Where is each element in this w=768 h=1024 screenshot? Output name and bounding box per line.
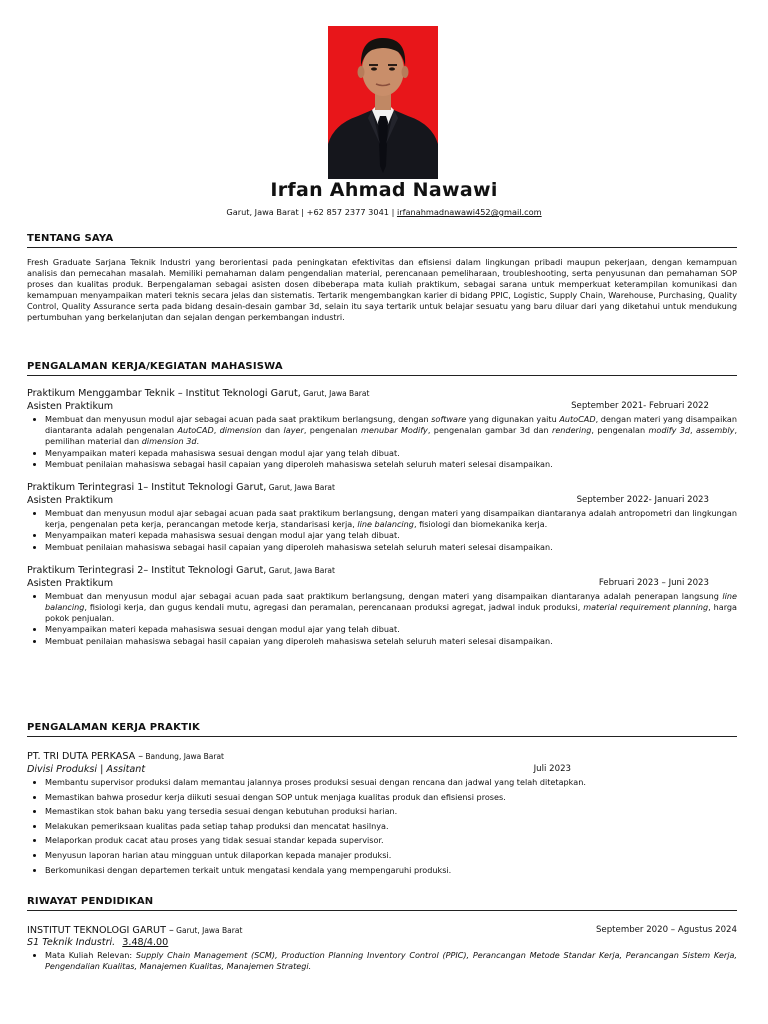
job-organization: Praktikum Terintegrasi 1– Institut Teknologi Garut, <box>27 482 267 494</box>
experience-entry <box>27 388 737 470</box>
bullet-list <box>27 508 737 553</box>
role-row <box>27 495 737 506</box>
education-date: September 2020 – Agustus 2024 <box>595 925 737 935</box>
company-title <box>27 751 737 762</box>
company-location: Bandung, Jawa Barat <box>143 752 224 761</box>
list-item: • Menyampaikan materi kepada mahasiswa sesuai dengan modul ajar yang telah dibuat. <box>45 448 737 459</box>
bullet-list <box>27 591 737 647</box>
degree-row <box>27 937 737 948</box>
bullet-list <box>27 414 737 470</box>
list-item: • Melakukan pemeriksaan kualitas pada setiap tahap produksi dan mencatat hasilnya. <box>45 821 737 832</box>
institution-name: INSTITUT TEKNOLOGI GARUT – <box>27 925 174 936</box>
role-row <box>27 401 737 412</box>
job-role: Asisten Praktikum <box>27 495 114 507</box>
job-date: September 2021- Februari 2022 <box>571 401 709 411</box>
role-row <box>27 764 737 775</box>
experience-entry <box>27 565 737 647</box>
list-item <box>45 950 737 972</box>
institution-row <box>27 925 737 936</box>
practical-section <box>27 722 737 879</box>
list-item: • Menyampaikan materi kepada mahasiswa sesuai dengan modul ajar yang telah dibuat. <box>45 530 737 541</box>
job-location: Garut, Jawa Barat <box>266 565 335 575</box>
list-item: • Membuat penilaian mahasiswa sebagai hasil capaian yang diperoleh mahasiswa setelah seluruh materi selesai disampaikan. <box>45 459 737 470</box>
about-text: Fresh Graduate Sarjana Teknik Industri yang berorientasi pada peningkatan efektivitas dan efisiensi dalam lingkungan pribadi maupun pekerjaan, dengan kemampuan analisis dan pemecahan masalah. Memiliki pemahaman dalam pengendalian material, perencanaan pemeliharaan, troubleshooting, serta penyusunan dan pemahaman SOP proses dan kualitas produk. Berpengalaman sebagai asisten dosen dibeberapa mata kuliah praktikum, sebagai sarana untuk memperkuat keterampilan komunikasi dan kemampuan menyampaikan materi teknis secara jelas dan sistematis. Tertarik mengembangkan karier di bidang PPIC, Logistic, Supply Chain, Warehouse, Purchasing, Quality Control, Quality Assurance serta pada bidang desain-desain gambar 3d, selain itu saya tertarik untuk belajar sesuatu yang baru diluar dari yang diketahui untuk mendukung pertumbuhan yang berkelanjutan dan sejalan dengan perkembangan industri. <box>27 257 737 322</box>
list-item: • Membuat dan menyusun modul ajar sebagai acuan pada saat praktikum berlangsung, dengan materi yang disampaikan diantaranya adalah antropometri dan lingkungan kerja, pengenalan peta kerja, perancangan metode kerja, standarisasi kerja, line balancing, fisiologi dan biomekanika kerja. <box>45 508 737 530</box>
list-item: • Membuat penilaian mahasiswa sebagai hasil capaian yang diperoleh mahasiswa setelah seluruh materi selesai disampaikan. <box>45 636 737 647</box>
list-item: • Melaporkan produk cacat atau proses yang tidak sesuai standar kepada supervisor. <box>45 835 737 846</box>
degree: S1 Teknik Industri. <box>27 937 116 948</box>
job-role: Asisten Praktikum <box>27 401 114 412</box>
role-row <box>27 578 737 589</box>
institution-location: Garut, Jawa Barat <box>173 926 243 935</box>
experience-entry <box>27 482 737 553</box>
email-link[interactable]: irfanahmadnawawi452@gmail.com <box>396 207 542 217</box>
practical-date: Juli 2023 <box>533 764 571 774</box>
institution-title <box>27 925 242 936</box>
job-title <box>27 482 737 493</box>
job-date: September 2022- Januari 2023 <box>576 495 709 506</box>
bullet-list <box>27 950 737 972</box>
profile-photo <box>328 26 438 179</box>
section-heading: PENGALAMAN KERJA/KEGIATAN MAHASISWA <box>27 361 737 376</box>
list-item: • Menyampaikan materi kepada mahasiswa sesuai dengan modul ajar yang telah dibuat. <box>45 624 737 635</box>
list-item: • Memastikan bahwa prosedur kerja diikuti sesuai dengan SOP untuk menjaga kualitas produk dan efisiensi proses. <box>45 792 737 803</box>
company-name: PT. TRI DUTA PERKASA – <box>27 751 144 762</box>
experience-section <box>27 361 737 647</box>
list-item: • Membuat penilaian mahasiswa sebagai hasil capaian yang diperoleh mahasiswa setelah seluruh materi selesai disampaikan. <box>45 542 737 553</box>
job-organization: Praktikum Terintegrasi 2– Institut Teknologi Garut, <box>27 564 267 576</box>
contact-details: Garut, Jawa Barat | +62 857 2377 3041 | <box>226 207 397 217</box>
job-title <box>27 388 737 399</box>
job-title <box>27 565 737 576</box>
list-item: • Membuat dan menyusun modul ajar sebagai acuan pada saat praktikum berlangsung, dengan materi yang disampaikan diantaranya adalah penerapan langsung line balancing, fisiologi kerja, dan gugus kendali mutu, agregasi dan peramalan, perencanaan produksi agregat, jadwal induk produksi, material requirement planning, harga pokok penjualan. <box>45 591 737 625</box>
list-item: • Membantu supervisor produksi dalam memantau jalannya proses produksi sesuai dengan rencana dan jadwal yang telah ditetapkan. <box>45 777 737 788</box>
candidate-name: Irfan Ahmad Nawawi <box>270 179 498 201</box>
job-date: Februari 2023 – Juni 2023 <box>598 577 709 588</box>
practical-role: Divisi Produksi | Assitant <box>27 764 146 775</box>
list-item: • Menyusun laporan harian atau mingguan untuk dilaporkan kepada manajer produksi. <box>45 850 737 861</box>
bullet-list <box>27 777 737 876</box>
list-item: • Memastikan stok bahan baku yang tersedia sesuai dengan kebutuhan produksi harian. <box>45 806 737 817</box>
person-portrait <box>328 26 438 179</box>
courses-label: Mata Kuliah Relevan: <box>45 950 136 960</box>
about-section <box>27 233 737 323</box>
section-heading: TENTANG SAYA <box>27 233 737 248</box>
gpa: 3.48/4.00 <box>122 937 169 948</box>
section-heading: PENGALAMAN KERJA PRAKTIK <box>27 722 737 737</box>
contact-line <box>0 207 768 217</box>
job-role: Asisten Praktikum <box>27 577 114 589</box>
job-location: Garut, Jawa Barat <box>300 389 370 398</box>
education-section <box>27 896 737 972</box>
courses-list: Supply Chain Management (SCM), Production Planning Inventory Control (PPIC), Perancangan Metode Standar Kerja, Perancangan Sistem Kerja, Pengendalian Kualitas, Manajemen Kualitas, Manajemen Strategi. <box>45 950 737 972</box>
job-location: Garut, Jawa Barat <box>266 483 335 493</box>
list-item: • Membuat dan menyusun modul ajar sebagai acuan pada saat praktikum berlangsung, dengan software yang digunakan yaitu AutoCAD, dengan materi yang disampaikan diantaranta adalah pengenalan AutoCAD, dimension dan layer, pengenalan menubar Modify, pengenalan gambar 3d dan rendering, pengenalan modify 3d, assembly, pemilihan material dan dimension 3d. <box>45 414 737 448</box>
job-organization: Praktikum Menggambar Teknik – Institut Teknologi Garut, <box>27 388 301 399</box>
list-item: • Berkomunikasi dengan departemen terkait untuk mengatasi kendala yang mempengaruhi produksi. <box>45 865 737 876</box>
section-heading: RIWAYAT PENDIDIKAN <box>27 896 737 911</box>
